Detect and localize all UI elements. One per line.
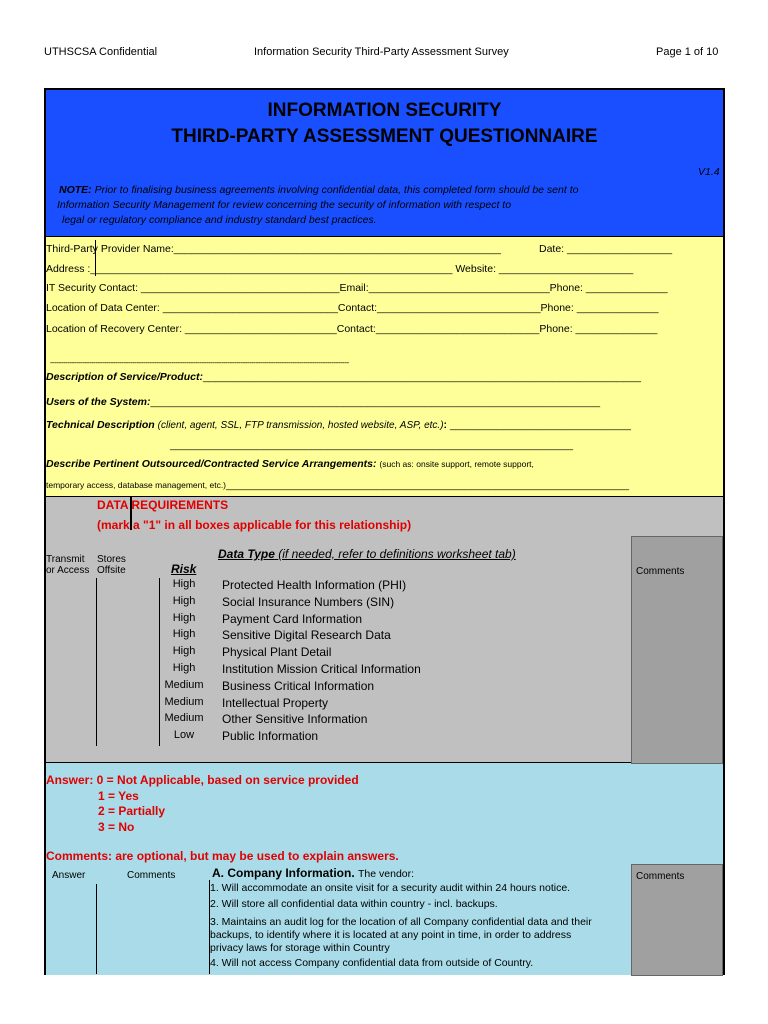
table-row xyxy=(154,679,421,696)
header-left: UTHSCSA Confidential xyxy=(44,46,158,58)
col-data-type-note: (if needed, refer to definitions worksheet tab) xyxy=(278,547,516,561)
cell-divider xyxy=(95,240,96,276)
users-line[interactable]: _____________________________________________________________________________ xyxy=(150,396,601,408)
users-row[interactable] xyxy=(46,396,600,408)
description-line[interactable]: ___________________________________________________________________________ xyxy=(202,371,641,383)
risk-level: Medium xyxy=(164,695,204,708)
data-type: Payment Card Information xyxy=(222,611,363,626)
it-security-contact-field[interactable]: IT Security Contact: __________________________________Email:_______________________________Phone: ______________ xyxy=(46,282,668,294)
data-type: Protected Health Information (PHI) xyxy=(222,578,407,592)
question-3-line3: privacy laws for storage within Country xyxy=(210,942,390,954)
answer-column-divider xyxy=(96,884,97,974)
description-row[interactable] xyxy=(46,371,641,383)
note-line3: legal or regulatory compliance and industry standard best practices. xyxy=(62,214,377,226)
data-requirements-title: DATA REQUIREMENTS xyxy=(97,498,229,512)
table-row xyxy=(154,712,421,729)
page-title-line2: THIRD-PARTY ASSESSMENT QUESTIONNAIRE xyxy=(171,126,598,147)
data-type: Other Sensitive Information xyxy=(222,712,368,727)
data-comments-box[interactable] xyxy=(631,536,723,764)
note-line2: Information Security Management for review concerning the security of information with respect to xyxy=(57,199,512,211)
col-or-access: or Access xyxy=(46,565,90,576)
outsourced-row xyxy=(46,458,534,470)
table-row xyxy=(154,645,421,662)
table-row xyxy=(154,729,421,746)
question-1: 1. Will accommodate an onsite visit for a security audit within 24 hours notice. xyxy=(210,882,571,894)
comments-note: Comments: are optional, but may be used to explain answers. xyxy=(46,849,399,863)
question-comments-box[interactable] xyxy=(631,864,723,976)
outsourced-line[interactable]: _____________________________________________________________________ xyxy=(226,479,629,491)
company-section-heading xyxy=(212,866,414,880)
technical-line-2[interactable]: _____________________________________________________________________ xyxy=(170,439,573,451)
data-type: Physical Plant Detail xyxy=(222,645,332,660)
table-row xyxy=(154,628,421,645)
data-comments-label: Comments xyxy=(636,566,685,577)
transmit-column-divider xyxy=(96,578,97,746)
header-page-number: Page 1 of 10 xyxy=(656,46,719,58)
data-type: Institution Mission Critical Information xyxy=(222,661,421,676)
answer-legend-0: Answer: 0 = Not Applicable, based on service provided xyxy=(46,773,359,787)
description-label: Description of Service/Product: xyxy=(46,371,203,383)
risk-level: Low xyxy=(173,729,195,742)
table-row xyxy=(154,662,421,679)
technical-note: (client, agent, SSL, FTP transmission, hosted website, ASP, etc.) xyxy=(157,420,444,431)
table-row xyxy=(154,595,421,612)
data-type: Intellectual Property xyxy=(222,695,329,710)
risk-level: High xyxy=(172,611,196,624)
col-data-type: Data Type xyxy=(218,547,275,561)
company-heading-tail: The vendor: xyxy=(358,868,415,880)
risk-level: High xyxy=(172,594,196,607)
note-label: NOTE: xyxy=(59,184,92,196)
dashed-separator: ------------------------------------------------------------------------------------------------------------------------------------------ xyxy=(50,358,349,367)
data-type: Social Insurance Numbers (SIN) xyxy=(222,594,395,609)
question-3-line1: 3. Maintains an audit log for the location of all Company confidential data and their xyxy=(210,916,592,928)
cell-divider-2 xyxy=(130,496,132,530)
risk-level: High xyxy=(172,645,196,658)
address-website-field[interactable]: Address :______________________________________________________________ Website: _______________________ xyxy=(46,263,634,275)
data-type: Public Information xyxy=(222,729,319,744)
col-transmit: Transmit xyxy=(46,554,85,565)
date-field[interactable]: Date: __________________ xyxy=(539,243,673,255)
recovery-center-field[interactable]: Location of Recovery Center: __________________________Contact:____________________________Phone: ______________ xyxy=(46,323,658,335)
answer-legend-3: 3 = No xyxy=(98,820,135,834)
risk-level: High xyxy=(172,628,196,641)
data-type: Sensitive Digital Research Data xyxy=(222,628,391,643)
users-label: Users of the System: xyxy=(46,396,151,408)
col-data-type-header xyxy=(218,547,516,561)
page-title-line1: INFORMATION SECURITY xyxy=(267,100,502,121)
header-center: Information Security Third-Party Assessment Survey xyxy=(254,46,509,58)
data-type: Business Critical Information xyxy=(222,678,375,693)
question-2: 2. Will store all confidential data within country - incl. backups. xyxy=(210,898,498,910)
technical-colon: : xyxy=(443,419,448,431)
data-type-table xyxy=(154,578,421,746)
question-comments-label: Comments xyxy=(636,871,685,882)
note-text1: Prior to finalising business agreements involving confidential data, this completed form should be sent to xyxy=(94,184,579,196)
outsourced-label: Describe Pertinent Outsourced/Contracted Service Arrangements: xyxy=(46,458,377,470)
col-risk: Risk xyxy=(171,562,197,576)
col-comments: Comments xyxy=(127,870,176,881)
outsourced-row-2[interactable] xyxy=(46,479,629,491)
question-4: 4. Will not access Company confidential data from outside of Country. xyxy=(210,957,534,969)
table-row xyxy=(154,696,421,713)
answer-legend-2: 2 = Partially xyxy=(98,804,166,818)
question-3-line2: backups, to identify where it is located at any point in time, in order to address xyxy=(210,929,572,941)
answer-legend-1: 1 = Yes xyxy=(98,789,139,803)
version-label: V1.4 xyxy=(698,166,720,178)
provider-name-field[interactable]: Third-Party Provider Name:________________________________________________________ xyxy=(46,243,501,255)
risk-level: Medium xyxy=(164,678,204,691)
table-row xyxy=(154,612,421,629)
risk-level: Medium xyxy=(164,712,204,725)
risk-level: High xyxy=(172,661,196,674)
data-center-field[interactable]: Location of Data Center: ______________________________Contact:____________________________Phone: ______________ xyxy=(46,302,659,314)
table-row xyxy=(154,578,421,595)
outsourced-note: (such as: onsite support, remote support, xyxy=(379,459,534,469)
data-requirements-instruction: (mark a "1" in all boxes applicable for this relationship) xyxy=(97,518,412,532)
col-stores: Stores xyxy=(97,554,126,565)
technical-line[interactable]: _______________________________ xyxy=(449,419,631,431)
note-line1 xyxy=(59,184,578,196)
outsourced-note-2: temporary access, database management, etc.) xyxy=(46,480,227,490)
col-answer: Answer xyxy=(52,870,86,881)
risk-level: High xyxy=(172,578,196,590)
technical-description-row[interactable] xyxy=(46,419,631,431)
technical-label: Technical Description xyxy=(46,419,155,431)
company-heading: A. Company Information. xyxy=(212,866,355,880)
col-offsite: Offsite xyxy=(97,565,126,576)
